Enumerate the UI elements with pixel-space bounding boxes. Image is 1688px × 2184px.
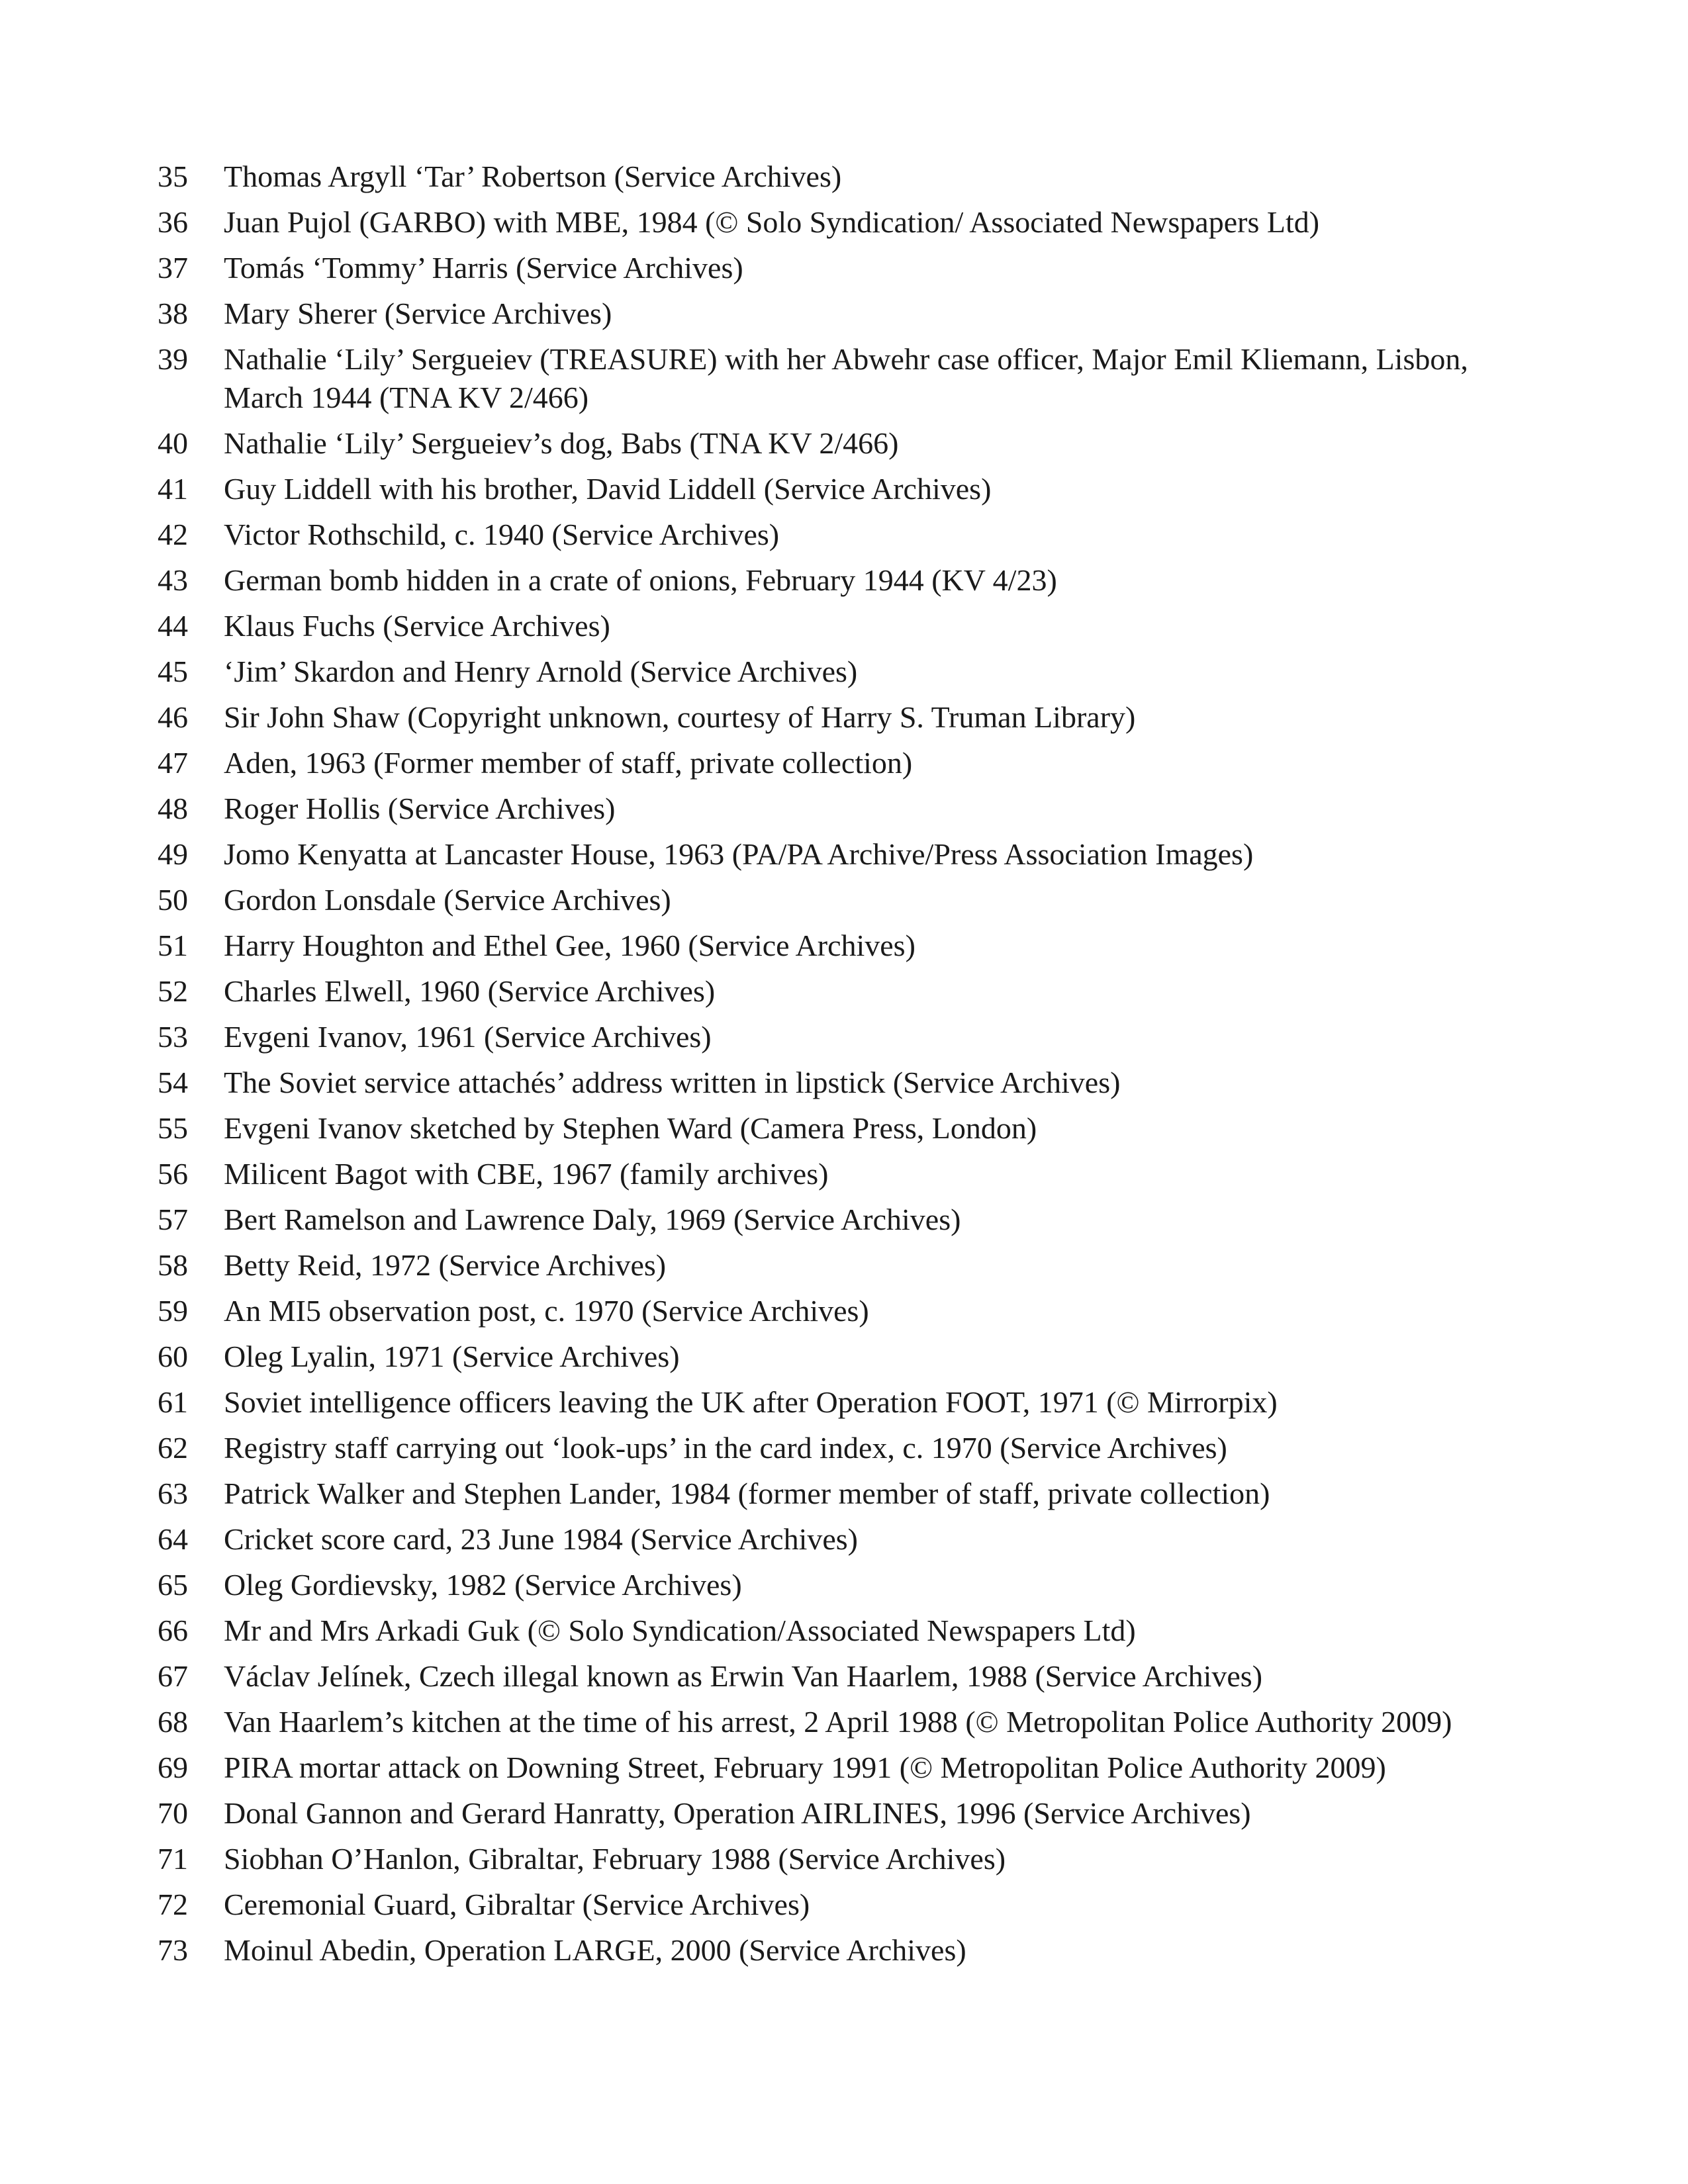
caption-text: Bert Ramelson and Lawrence Daly, 1969 (Service Archives) xyxy=(224,1203,961,1236)
caption-text: Klaus Fuchs (Service Archives) xyxy=(224,609,610,643)
caption-number: 71 xyxy=(158,1842,188,1876)
caption-text: Tomás ‘Tommy’ Harris (Service Archives) xyxy=(224,251,743,285)
caption-entry xyxy=(158,249,1495,287)
caption-number: 44 xyxy=(158,609,188,643)
caption-text: Thomas Argyll ‘Tar’ Robertson (Service Archives) xyxy=(224,159,842,193)
caption-number: 66 xyxy=(158,1614,188,1647)
caption-entry xyxy=(158,1840,1495,1878)
caption-number: 68 xyxy=(158,1705,188,1739)
caption-number: 69 xyxy=(158,1751,188,1784)
caption-number: 37 xyxy=(158,251,188,285)
caption-text: Victor Rothschild, c. 1940 (Service Archives) xyxy=(224,518,780,551)
caption-number: 43 xyxy=(158,563,188,597)
caption-number: 41 xyxy=(158,472,188,506)
caption-number: 38 xyxy=(158,296,188,330)
caption-entry xyxy=(158,1109,1495,1148)
caption-entry xyxy=(158,1429,1495,1467)
caption-entry xyxy=(158,158,1495,196)
caption-number: 72 xyxy=(158,1888,188,1921)
caption-number: 55 xyxy=(158,1111,188,1145)
caption-number: 50 xyxy=(158,883,188,917)
caption-entry xyxy=(158,1338,1495,1376)
caption-entry xyxy=(158,653,1495,691)
caption-number: 35 xyxy=(158,159,188,193)
caption-text: ‘Jim’ Skardon and Henry Arnold (Service Archives) xyxy=(224,655,858,688)
caption-number: 40 xyxy=(158,426,188,460)
caption-entry xyxy=(158,295,1495,333)
caption-text: Milicent Bagot with CBE, 1967 (family archives) xyxy=(224,1157,829,1191)
caption-number: 49 xyxy=(158,837,188,871)
caption-entry xyxy=(158,1749,1495,1787)
caption-entry xyxy=(158,1703,1495,1741)
caption-entry xyxy=(158,516,1495,554)
caption-text: Nathalie ‘Lily’ Sergueiev (TREASURE) with her Abwehr case officer, Major Emil Kliemann, Lisbon, March 1944 (TNA KV 2/466) xyxy=(224,342,1468,414)
caption-number: 36 xyxy=(158,205,188,239)
caption-number: 42 xyxy=(158,518,188,551)
caption-text: Harry Houghton and Ethel Gee, 1960 (Service Archives) xyxy=(224,929,915,962)
caption-number: 54 xyxy=(158,1066,188,1099)
caption-entry xyxy=(158,1794,1495,1833)
caption-entry xyxy=(158,972,1495,1011)
caption-text: Václav Jelínek, Czech illegal known as Erwin Van Haarlem, 1988 (Service Archives) xyxy=(224,1659,1263,1693)
caption-text: Aden, 1963 (Former member of staff, private collection) xyxy=(224,746,913,780)
caption-entry xyxy=(158,1246,1495,1285)
caption-text: Roger Hollis (Service Archives) xyxy=(224,792,616,825)
caption-number: 64 xyxy=(158,1522,188,1556)
caption-entry xyxy=(158,203,1495,242)
caption-number: 58 xyxy=(158,1248,188,1282)
caption-text: Moinul Abedin, Operation LARGE, 2000 (Service Archives) xyxy=(224,1933,966,1967)
caption-text: Evgeni Ivanov sketched by Stephen Ward (Camera Press, London) xyxy=(224,1111,1037,1145)
caption-text: Siobhan O’Hanlon, Gibraltar, February 1988 (Service Archives) xyxy=(224,1842,1006,1876)
caption-number: 47 xyxy=(158,746,188,780)
caption-entry xyxy=(158,1612,1495,1650)
caption-number: 57 xyxy=(158,1203,188,1236)
caption-entry xyxy=(158,744,1495,782)
caption-entry xyxy=(158,881,1495,919)
caption-text: Jomo Kenyatta at Lancaster House, 1963 (PA/PA Archive/Press Association Images) xyxy=(224,837,1254,871)
caption-entry xyxy=(158,927,1495,965)
caption-entry xyxy=(158,1520,1495,1559)
caption-entry xyxy=(158,698,1495,737)
caption-text: Oleg Gordievsky, 1982 (Service Archives) xyxy=(224,1568,742,1602)
caption-text: Sir John Shaw (Copyright unknown, courtesy of Harry S. Truman Library) xyxy=(224,700,1136,734)
caption-number: 61 xyxy=(158,1385,188,1419)
caption-entry xyxy=(158,340,1495,417)
caption-entry xyxy=(158,1201,1495,1239)
caption-entry xyxy=(158,790,1495,828)
caption-text: PIRA mortar attack on Downing Street, February 1991 (© Metropolitan Police Authority 2009) xyxy=(224,1751,1386,1784)
caption-text: Mr and Mrs Arkadi Guk (© Solo Syndication/Associated Newspapers Ltd) xyxy=(224,1614,1136,1647)
caption-number: 46 xyxy=(158,700,188,734)
caption-text: Donal Gannon and Gerard Hanratty, Operation AIRLINES, 1996 (Service Archives) xyxy=(224,1796,1251,1830)
caption-text: Patrick Walker and Stephen Lander, 1984 (former member of staff, private collection) xyxy=(224,1477,1270,1510)
caption-number: 39 xyxy=(158,342,188,376)
illustration-caption-list xyxy=(158,158,1495,1977)
caption-number: 53 xyxy=(158,1020,188,1054)
caption-text: German bomb hidden in a crate of onions, February 1944 (KV 4/23) xyxy=(224,563,1057,597)
caption-text: Oleg Lyalin, 1971 (Service Archives) xyxy=(224,1340,680,1373)
caption-number: 45 xyxy=(158,655,188,688)
caption-text: Evgeni Ivanov, 1961 (Service Archives) xyxy=(224,1020,712,1054)
caption-entry xyxy=(158,470,1495,508)
caption-entry xyxy=(158,424,1495,463)
caption-number: 59 xyxy=(158,1294,188,1328)
caption-text: The Soviet service attachés’ address written in lipstick (Service Archives) xyxy=(224,1066,1121,1099)
caption-number: 70 xyxy=(158,1796,188,1830)
caption-entry xyxy=(158,1886,1495,1924)
caption-entry xyxy=(158,607,1495,645)
caption-text: Cricket score card, 23 June 1984 (Service Archives) xyxy=(224,1522,859,1556)
caption-entry xyxy=(158,1475,1495,1513)
caption-entry xyxy=(158,835,1495,874)
caption-text: Ceremonial Guard, Gibraltar (Service Archives) xyxy=(224,1888,810,1921)
caption-text: Guy Liddell with his brother, David Liddell (Service Archives) xyxy=(224,472,992,506)
caption-text: Van Haarlem’s kitchen at the time of his arrest, 2 April 1988 (© Metropolitan Police Authority 2009) xyxy=(224,1705,1452,1739)
caption-entry xyxy=(158,1566,1495,1604)
caption-entry xyxy=(158,1931,1495,1970)
caption-text: Betty Reid, 1972 (Service Archives) xyxy=(224,1248,667,1282)
caption-text: Gordon Lonsdale (Service Archives) xyxy=(224,883,671,917)
caption-entry xyxy=(158,561,1495,600)
caption-entry xyxy=(158,1657,1495,1696)
caption-text: Charles Elwell, 1960 (Service Archives) xyxy=(224,974,716,1008)
caption-number: 56 xyxy=(158,1157,188,1191)
caption-text: Nathalie ‘Lily’ Sergueiev’s dog, Babs (TNA KV 2/466) xyxy=(224,426,899,460)
caption-number: 73 xyxy=(158,1933,188,1967)
caption-entry xyxy=(158,1064,1495,1102)
caption-entry xyxy=(158,1292,1495,1330)
caption-number: 52 xyxy=(158,974,188,1008)
caption-entry xyxy=(158,1383,1495,1422)
caption-text: Registry staff carrying out ‘look-ups’ in the card index, c. 1970 (Service Archives) xyxy=(224,1431,1227,1465)
caption-number: 67 xyxy=(158,1659,188,1693)
caption-number: 65 xyxy=(158,1568,188,1602)
caption-number: 62 xyxy=(158,1431,188,1465)
caption-text: Soviet intelligence officers leaving the UK after Operation FOOT, 1971 (© Mirrorpix) xyxy=(224,1385,1278,1419)
caption-text: An MI5 observation post, c. 1970 (Service Archives) xyxy=(224,1294,869,1328)
caption-entry xyxy=(158,1018,1495,1056)
caption-number: 51 xyxy=(158,929,188,962)
caption-number: 48 xyxy=(158,792,188,825)
caption-entry xyxy=(158,1155,1495,1193)
caption-number: 63 xyxy=(158,1477,188,1510)
caption-number: 60 xyxy=(158,1340,188,1373)
caption-text: Juan Pujol (GARBO) with MBE, 1984 (© Solo Syndication/ Associated Newspapers Ltd) xyxy=(224,205,1320,239)
caption-text: Mary Sherer (Service Archives) xyxy=(224,296,612,330)
